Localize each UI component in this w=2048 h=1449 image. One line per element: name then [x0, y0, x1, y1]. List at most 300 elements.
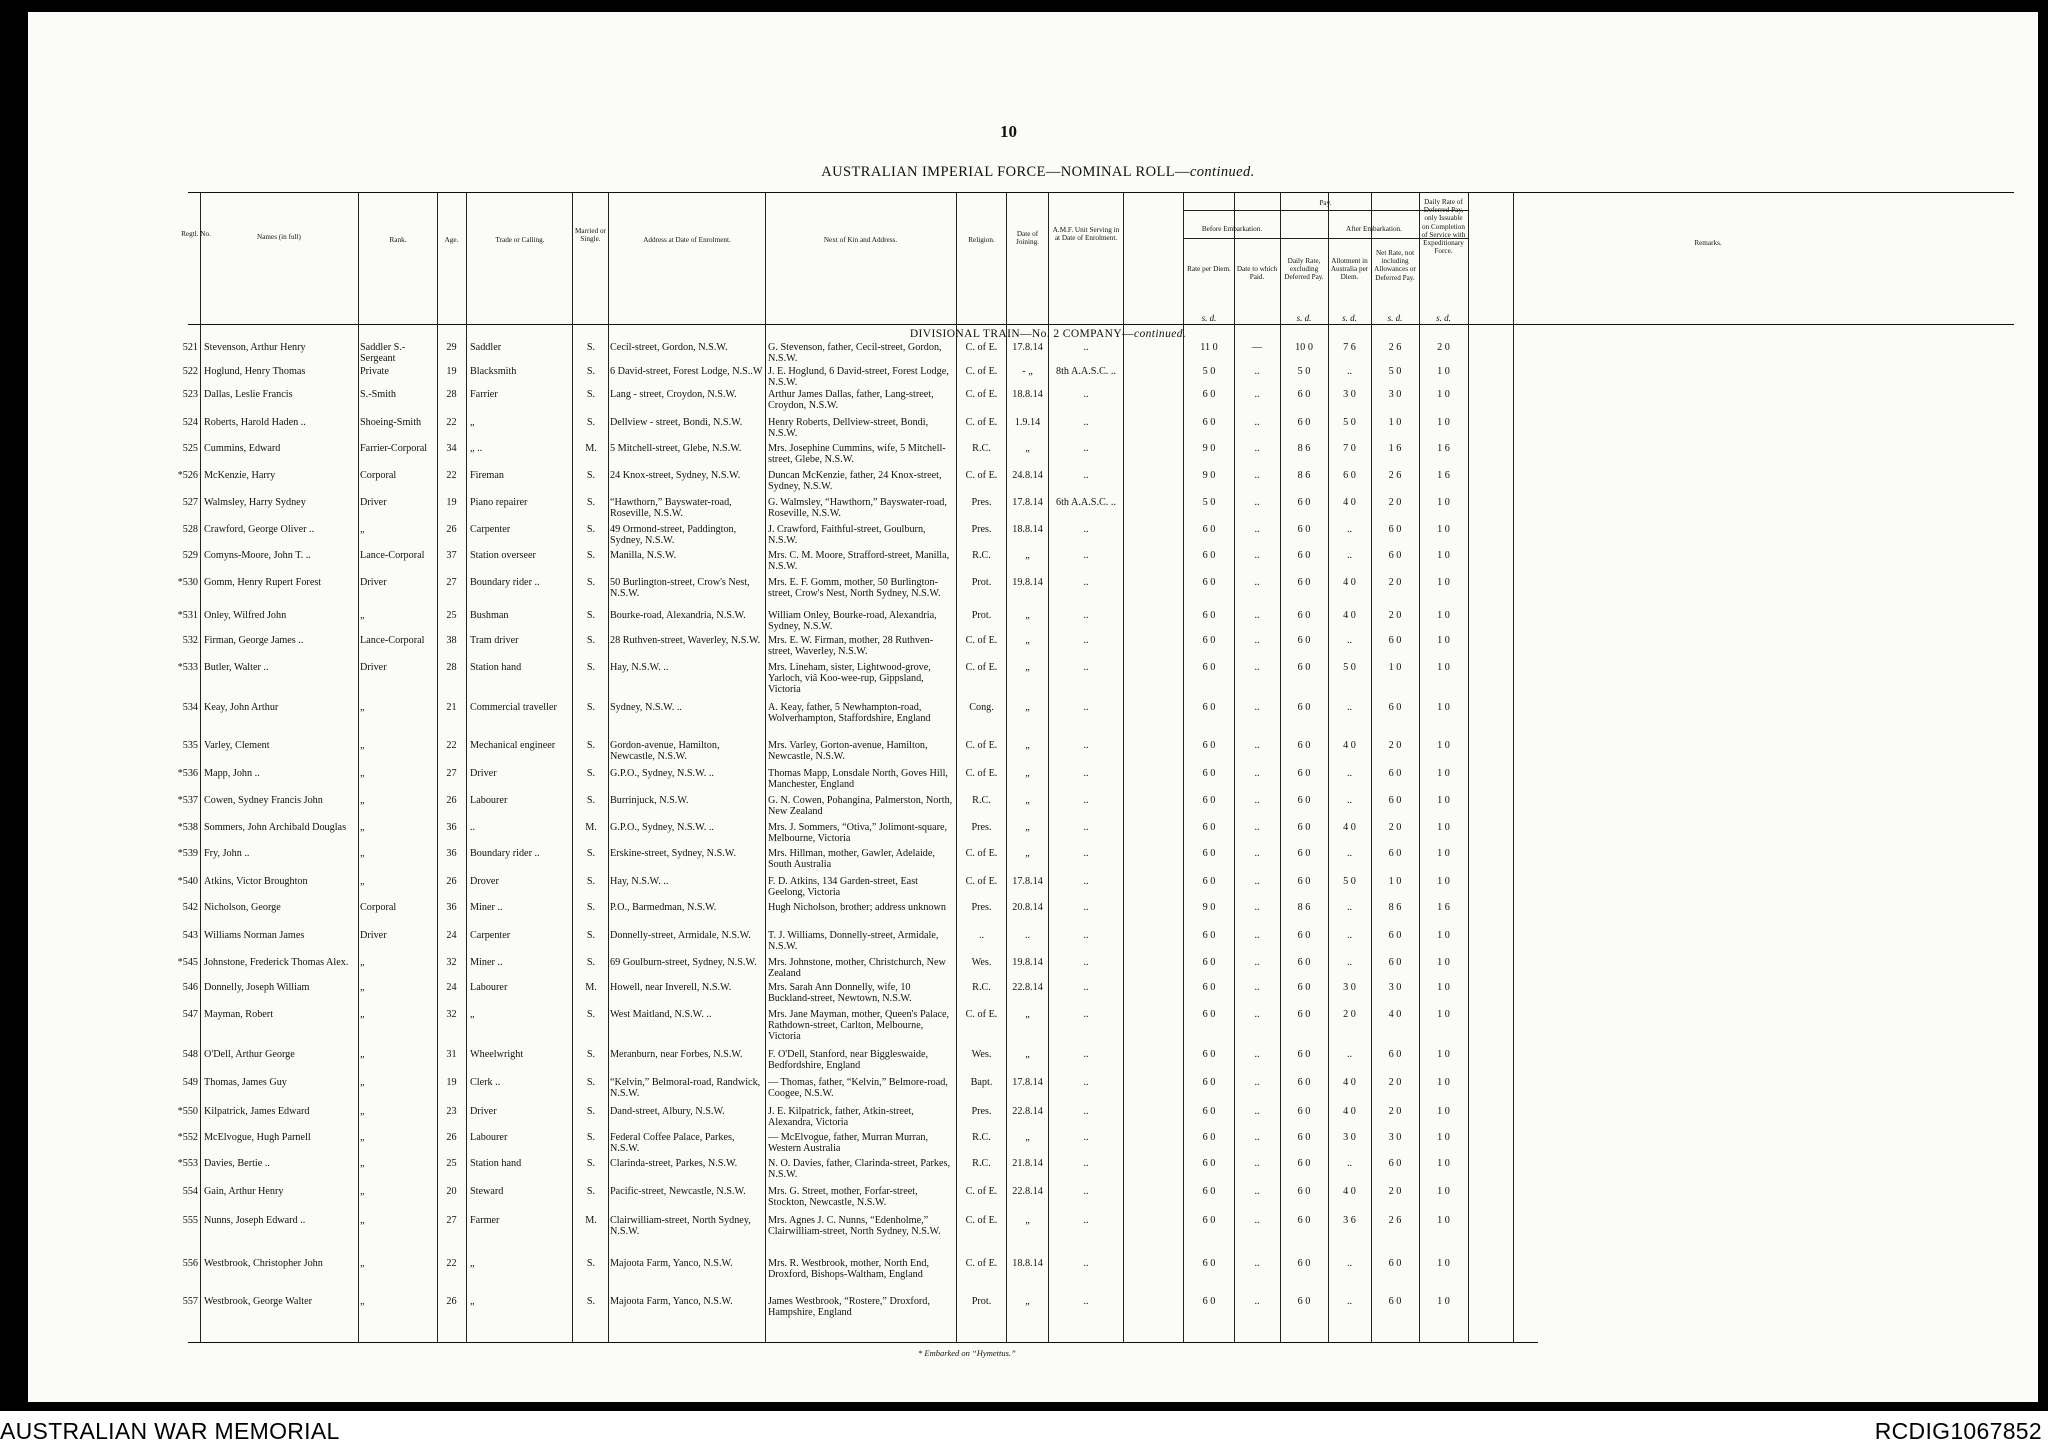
cell-ms: S. — [586, 389, 596, 400]
cell-daily: 6 0 — [1297, 550, 1311, 561]
cell-paid: .. — [1254, 443, 1260, 454]
cell-paid: .. — [1254, 1296, 1260, 1307]
cell-daily: 6 0 — [1297, 1296, 1311, 1307]
cell-allot: 5 0 — [1343, 876, 1356, 887]
cell-nok: Mrs. Hillman, mother, Gawler, Adelaide, South Australia — [768, 848, 935, 870]
cell-unit: .. — [1083, 848, 1089, 859]
cell-net: 3 0 — [1388, 982, 1402, 993]
cell-daily: 8 6 — [1297, 443, 1311, 454]
cell-no: 525 — [182, 443, 198, 454]
cell-allot: 4 0 — [1343, 577, 1356, 588]
cell-age: 28 — [446, 662, 457, 673]
cell-unit: .. — [1083, 822, 1089, 833]
cell-paid: .. — [1254, 768, 1260, 779]
cell-address: Clairwilliam-street, North Sydney, N.S.W. — [610, 1215, 751, 1237]
cell-age: 22 — [446, 417, 457, 428]
cell-date: „ — [1025, 1009, 1030, 1020]
table-row — [28, 525, 2038, 549]
cell-allot: 5 0 — [1343, 417, 1356, 428]
table-row — [28, 769, 2038, 793]
cell-rank: „ — [360, 524, 365, 535]
cell-unit: .. — [1083, 389, 1089, 400]
cell-net: 6 0 — [1388, 550, 1402, 561]
unit-label: s. d. — [1201, 313, 1217, 323]
cell-def: 1 0 — [1437, 848, 1450, 859]
table-row — [28, 1078, 2038, 1102]
col-header-daily-rate: Daily Rate, excluding Deferred Pay. — [1284, 257, 1324, 282]
cell-def: 1 0 — [1437, 740, 1450, 751]
cell-name: Williams Norman James — [204, 930, 305, 941]
cell-def: 1 0 — [1437, 957, 1450, 968]
cell-name: McElvogue, Hugh Parnell — [204, 1132, 311, 1143]
cell-age: 24 — [446, 982, 457, 993]
cell-nok: Mrs. R. Westbrook, mother, North End, Droxford, Bishops-Waltham, England — [768, 1258, 930, 1280]
cell-ms: S. — [586, 1077, 596, 1088]
cell-unit: .. — [1083, 1215, 1089, 1226]
title-suffix: continued. — [1189, 164, 1255, 180]
table-row — [28, 796, 2038, 820]
cell-no: 523 — [182, 389, 198, 400]
cell-trade: Bushman — [470, 610, 509, 621]
table-row — [28, 418, 2038, 442]
cell-daily: 6 0 — [1297, 662, 1311, 673]
cell-allot: 3 6 — [1343, 1215, 1356, 1226]
cell-trade: Labourer — [470, 1132, 508, 1143]
cell-daily: 6 0 — [1297, 982, 1311, 993]
cell-date: „ — [1025, 848, 1030, 859]
cell-date: „ — [1025, 550, 1030, 561]
cell-name: Westbrook, George Walter — [204, 1296, 313, 1307]
cell-name: Stevenson, Arthur Henry — [204, 342, 306, 353]
cell-net: 6 0 — [1388, 848, 1402, 859]
cell-allot: .. — [1346, 524, 1353, 535]
cell-rel: Pres. — [971, 497, 992, 508]
cell-rank: Farrier-Corporal — [360, 443, 428, 454]
cell-daily: 6 0 — [1297, 740, 1311, 751]
cell-rel: C. of E. — [965, 635, 998, 646]
col-header-pay: Pay. — [1319, 199, 1332, 207]
cell-net: 6 0 — [1388, 1049, 1402, 1060]
cell-rank: Driver — [360, 577, 387, 588]
cell-rank: „ — [360, 1106, 365, 1117]
cell-no: *553 — [177, 1158, 198, 1169]
cell-rate: 9 0 — [1202, 443, 1216, 454]
cell-def: 1 0 — [1437, 550, 1450, 561]
cell-date: 20.8.14 — [1012, 902, 1043, 913]
cell-nok: Mrs. G. Street, mother, Forfar-street, Stockton, Newcastle, N.S.W. — [768, 1186, 918, 1208]
cell-nok: Mrs. Lineham, sister, Lightwood-grove, Yarloch, viâ Koo-wee-rup, Gippsland, Victoria — [768, 662, 931, 695]
cell-allot: 4 0 — [1343, 1077, 1356, 1088]
cell-paid: .. — [1254, 957, 1260, 968]
cell-rel: C. of E. — [965, 1258, 998, 1269]
cell-rel: C. of E. — [965, 662, 998, 673]
cell-rank: „ — [360, 740, 365, 751]
table-row — [28, 903, 2038, 927]
cell-daily: 6 0 — [1297, 610, 1311, 621]
cell-rank: „ — [360, 1009, 365, 1020]
col-header-names: Names (in full) — [257, 233, 301, 241]
cell-def: 1 0 — [1437, 1077, 1450, 1088]
cell-address: P.O., Barmedman, N.S.W. — [610, 902, 717, 913]
cell-unit: .. — [1083, 1132, 1089, 1143]
cell-def: 1 0 — [1437, 822, 1450, 833]
table-row — [28, 1216, 2038, 1240]
cell-allot: .. — [1346, 902, 1353, 913]
cell-no: *537 — [177, 795, 198, 806]
cell-nok: F. D. Atkins, 134 Garden-street, East Geelong, Victoria — [768, 876, 918, 898]
cell-date: 18.8.14 — [1012, 524, 1043, 535]
table-row — [28, 636, 2038, 660]
cell-unit: .. — [1083, 417, 1089, 428]
cell-net: 3 0 — [1388, 1132, 1402, 1143]
cell-def: 1 0 — [1437, 795, 1450, 806]
cell-ms: S. — [586, 635, 596, 646]
cell-no: 521 — [182, 342, 198, 353]
cell-rate: 6 0 — [1202, 524, 1216, 535]
cell-rank: „ — [360, 876, 365, 887]
cell-rank: Private — [360, 366, 389, 377]
table-row — [28, 1009, 2038, 1042]
cell-paid: .. — [1254, 470, 1260, 481]
cell-unit: .. — [1083, 930, 1089, 941]
cell-def: 1 0 — [1437, 497, 1450, 508]
archive-name: AUSTRALIAN WAR MEMORIAL — [0, 1418, 340, 1444]
cell-rate: 9 0 — [1202, 470, 1216, 481]
cell-ms: S. — [586, 957, 596, 968]
cell-rel: R.C. — [972, 550, 991, 561]
document-title — [718, 164, 1358, 181]
cell-name: Davies, Bertie .. — [204, 1158, 270, 1169]
cell-address: Majoota Farm, Yanco, N.S.W. — [610, 1258, 733, 1269]
cell-allot: 4 0 — [1343, 1186, 1356, 1197]
cell-nok: Mrs. Sarah Ann Donnelly, wife, 10 Buckland-street, Newtown, N.S.W. — [768, 982, 912, 1004]
cell-rank: Lance-Corporal — [360, 550, 425, 561]
cell-allot: .. — [1346, 768, 1353, 779]
cell-age: 22 — [446, 470, 457, 481]
cell-nok: Mrs. C. M. Moore, Strafford-street, Manilla, N.S.W. — [768, 550, 950, 572]
cell-def: 1 0 — [1437, 366, 1450, 377]
cell-nok: T. J. Williams, Donnelly-street, Armidale, N.S.W. — [768, 930, 939, 952]
cell-paid: .. — [1254, 848, 1260, 859]
cell-age: 19 — [446, 497, 457, 508]
cell-name: Nunns, Joseph Edward .. — [204, 1215, 306, 1226]
cell-trade: Tram driver — [470, 635, 519, 646]
cell-no: *550 — [177, 1106, 198, 1117]
cell-date: „ — [1025, 795, 1030, 806]
cell-no: 549 — [182, 1077, 198, 1088]
cell-trade: Clerk .. — [470, 1077, 501, 1088]
cell-net: 2 0 — [1388, 1186, 1402, 1197]
cell-net: 6 0 — [1388, 702, 1402, 713]
cell-def: 1 0 — [1437, 1296, 1450, 1307]
cell-daily: 6 0 — [1297, 702, 1311, 713]
cell-rank: Shoeing-Smith — [360, 417, 422, 428]
cell-no: 524 — [182, 417, 198, 428]
cell-net: 8 6 — [1388, 902, 1402, 913]
cell-ms: S. — [586, 577, 596, 588]
cell-date: „ — [1025, 1296, 1030, 1307]
cell-unit: .. — [1083, 550, 1089, 561]
cell-ms: S. — [586, 876, 596, 887]
cell-allot: .. — [1346, 848, 1353, 859]
cell-rel: Bapt. — [970, 1077, 993, 1088]
cell-daily: 6 0 — [1297, 876, 1311, 887]
cell-daily: 6 0 — [1297, 1132, 1311, 1143]
cell-trade: Labourer — [470, 795, 508, 806]
cell-rel: C. of E. — [965, 366, 998, 377]
cell-daily: 6 0 — [1297, 795, 1311, 806]
cell-unit: .. — [1083, 470, 1089, 481]
cell-rate: 6 0 — [1202, 610, 1216, 621]
cell-def: 1 0 — [1437, 1186, 1450, 1197]
cell-daily: 5 0 — [1297, 366, 1311, 377]
cell-no: *540 — [177, 876, 198, 887]
cell-name: O'Dell, Arthur George — [204, 1049, 295, 1060]
table-row — [28, 703, 2038, 727]
cell-name: Sommers, John Archibald Douglas — [204, 822, 347, 833]
cell-rate: 6 0 — [1202, 635, 1216, 646]
cell-nok: G. Stevenson, father, Cecil-street, Gordon, N.S.W. — [768, 342, 942, 364]
cell-def: 1 0 — [1437, 610, 1450, 621]
cell-rank: „ — [360, 1296, 365, 1307]
cell-rank: „ — [360, 1132, 365, 1143]
cell-age: 38 — [446, 635, 457, 646]
cell-paid: .. — [1254, 662, 1260, 673]
col-header-religion: Religion. — [968, 236, 995, 244]
cell-date: 22.8.14 — [1012, 982, 1043, 993]
cell-name: McKenzie, Harry — [204, 470, 276, 481]
cell-address: 50 Burlington-street, Crow's Nest, N.S.W. — [610, 577, 750, 599]
cell-trade: Mechanical engineer — [470, 740, 556, 751]
cell-net: 1 0 — [1388, 876, 1402, 887]
table-row — [28, 823, 2038, 847]
cell-trade: Miner .. — [470, 957, 503, 968]
col-header-allotment: Allotment in Australia per Diem. — [1330, 257, 1369, 282]
cell-allot: .. — [1346, 1296, 1353, 1307]
cell-trade: Driver — [470, 768, 497, 779]
cell-paid: .. — [1254, 1106, 1260, 1117]
cell-no: 546 — [182, 982, 198, 993]
cell-paid: .. — [1254, 902, 1260, 913]
cell-paid: .. — [1254, 930, 1260, 941]
cell-no: 543 — [182, 930, 198, 941]
cell-daily: 6 0 — [1297, 1106, 1311, 1117]
cell-trade: Driver — [470, 1106, 497, 1117]
cell-unit: .. — [1083, 662, 1089, 673]
cell-trade: Miner .. — [470, 902, 503, 913]
cell-age: 34 — [446, 443, 457, 454]
cell-rank: „ — [360, 610, 365, 621]
cell-address: “Hawthorn,” Bayswater-road, Roseville, N.S.W. — [610, 497, 732, 519]
cell-net: 3 0 — [1388, 389, 1402, 400]
cell-address: 28 Ruthven-street, Waverley, N.S.W. — [610, 635, 761, 646]
cell-paid: .. — [1254, 740, 1260, 751]
cell-rate: 5 0 — [1202, 366, 1216, 377]
unit-label: s. d. — [1342, 313, 1357, 323]
cell-allot: 3 0 — [1343, 982, 1356, 993]
cell-name: Firman, George James .. — [204, 635, 304, 646]
cell-paid: .. — [1254, 635, 1260, 646]
cell-rate: 6 0 — [1202, 1106, 1216, 1117]
cell-rank: „ — [360, 1215, 365, 1226]
cell-trade: Labourer — [470, 982, 508, 993]
cell-ms: M. — [585, 822, 597, 833]
cell-rate: 6 0 — [1202, 1186, 1216, 1197]
cell-ms: S. — [586, 1296, 596, 1307]
cell-name: Fry, John .. — [204, 848, 250, 859]
cell-address: Cecil-street, Gordon, N.S.W. — [610, 342, 728, 353]
cell-paid: .. — [1254, 1009, 1260, 1020]
cell-name: Hoglund, Henry Thomas — [204, 366, 306, 377]
cell-no: 542 — [182, 902, 198, 913]
cell-ms: S. — [586, 470, 596, 481]
cell-nok: James Westbrook, “Rostere,” Droxford, Hampshire, England — [768, 1296, 930, 1318]
cell-address: Majoota Farm, Yanco, N.S.W. — [610, 1296, 733, 1307]
cell-unit: .. — [1083, 577, 1089, 588]
cell-rel: Cong. — [969, 702, 994, 713]
cell-rate: 6 0 — [1202, 982, 1216, 993]
cell-paid: .. — [1254, 1215, 1260, 1226]
cell-def: 1 0 — [1437, 1258, 1450, 1269]
cell-age: 22 — [446, 1258, 457, 1269]
cell-trade: Fireman — [470, 470, 504, 481]
cell-paid: .. — [1254, 524, 1260, 535]
table-row — [28, 444, 2038, 468]
cell-date: - „ — [1022, 366, 1033, 377]
cell-date: „ — [1025, 635, 1030, 646]
cell-nok: Mrs. J. Sommers, “Otiva,” Jolimont-square, Melbourne, Victoria — [768, 822, 948, 844]
cell-rank: „ — [360, 822, 365, 833]
cell-nok: J. E. Hoglund, 6 David-street, Forest Lodge, N.S.W. — [768, 366, 949, 388]
cell-rate: 6 0 — [1202, 957, 1216, 968]
cell-daily: 6 0 — [1297, 1158, 1311, 1169]
cell-net: 2 0 — [1388, 822, 1402, 833]
cell-rank: Corporal — [360, 902, 397, 913]
cell-ms: S. — [586, 1258, 596, 1269]
cell-daily: 6 0 — [1297, 1077, 1311, 1088]
cell-net: 2 0 — [1388, 610, 1402, 621]
cell-name: Butler, Walter .. — [204, 662, 269, 673]
cell-rel: C. of E. — [965, 768, 998, 779]
cell-trade: Carpenter — [470, 524, 511, 535]
cell-def: 1 0 — [1437, 524, 1450, 535]
cell-allot: 5 0 — [1343, 662, 1356, 673]
unit-label: s. d. — [1387, 313, 1403, 323]
cell-date: „ — [1025, 662, 1030, 673]
cell-allot: .. — [1346, 366, 1353, 377]
cell-date: „ — [1025, 1132, 1030, 1143]
cell-unit: .. — [1083, 768, 1089, 779]
cell-rate: 5 0 — [1202, 497, 1216, 508]
archive-footer — [0, 1411, 2048, 1449]
cell-daily: 6 0 — [1297, 1215, 1311, 1226]
col-header-deferred-pay: Daily Rate of Deferred Pay, only Issuable on Completion of Service with Expeditionary Force. — [1421, 198, 1466, 256]
cell-ms: S. — [586, 610, 596, 621]
cell-rate: 6 0 — [1202, 930, 1216, 941]
cell-rel: .. — [978, 930, 985, 941]
cell-name: Gain, Arthur Henry — [204, 1186, 284, 1197]
cell-daily: 6 0 — [1297, 417, 1311, 428]
cell-unit: .. — [1083, 982, 1089, 993]
unit-label: s. d. — [1296, 313, 1312, 323]
cell-unit: 8th A.A.S.C. .. — [1055, 366, 1116, 377]
cell-no: *530 — [177, 577, 198, 588]
col-header-rank: Rank. — [389, 236, 407, 244]
cell-no: *538 — [177, 822, 198, 833]
cell-date: „ — [1025, 443, 1030, 454]
cell-age: 27 — [446, 768, 457, 779]
cell-rel: C. of E. — [965, 1009, 998, 1020]
col-header-address: Address at Date of Enrolment. — [643, 236, 731, 244]
cell-paid: .. — [1254, 389, 1260, 400]
cell-no: 528 — [182, 524, 198, 535]
cell-nok: — McElvogue, father, Murran Murran, Western Australia — [768, 1132, 928, 1154]
cell-ms: S. — [586, 342, 596, 353]
cell-net: 6 0 — [1388, 930, 1402, 941]
cell-rel: R.C. — [972, 982, 991, 993]
cell-rel: C. of E. — [965, 470, 998, 481]
cell-allot: .. — [1346, 1258, 1353, 1269]
cell-address: Burrinjuck, N.S.W. — [610, 795, 689, 806]
cell-unit: .. — [1083, 902, 1089, 913]
cell-net: 1 6 — [1388, 443, 1402, 454]
cell-rate: 11 0 — [1200, 342, 1218, 353]
cell-unit: .. — [1083, 1258, 1089, 1269]
cell-unit: .. — [1083, 876, 1089, 887]
cell-net: 6 0 — [1388, 524, 1402, 535]
cell-paid: .. — [1254, 1258, 1260, 1269]
cell-name: Dallas, Leslie Francis — [204, 389, 293, 400]
cell-daily: 10 0 — [1295, 342, 1313, 353]
cell-trade: Blacksmith — [470, 366, 517, 377]
cell-nok: G. Walmsley, “Hawthorn,” Bayswater-road, Roseville, N.S.W. — [768, 497, 947, 519]
cell-nok: Mrs. Josephine Cummins, wife, 5 Mitchell-street, Glebe, N.S.W. — [768, 443, 946, 465]
cell-nok: A. Keay, father, 5 Newhampton-road, Wolverhampton, Staffordshire, England — [768, 702, 931, 724]
cell-age: 24 — [446, 930, 457, 941]
cell-unit: .. — [1083, 524, 1089, 535]
cell-rank: „ — [360, 1186, 365, 1197]
cell-def: 1 0 — [1437, 662, 1450, 673]
cell-def: 1 0 — [1437, 1009, 1450, 1020]
cell-nok: Mrs. E. F. Gomm, mother, 50 Burlington-street, Crow's Nest, North Sydney, N.S.W. — [768, 577, 941, 599]
cell-def: 1 0 — [1437, 577, 1450, 588]
cell-age: 19 — [446, 1077, 457, 1088]
cell-ms: S. — [586, 1049, 596, 1060]
cell-address: 24 Knox-street, Sydney, N.S.W. — [610, 470, 741, 481]
cell-ms: S. — [586, 795, 596, 806]
cell-rate: 6 0 — [1202, 848, 1216, 859]
table-row — [28, 578, 2038, 602]
cell-rate: 9 0 — [1202, 902, 1216, 913]
footnote: * Embarked on “Hymettus.” — [918, 1348, 1016, 1358]
cell-name: Atkins, Victor Broughton — [204, 876, 308, 887]
cell-net: 6 0 — [1388, 957, 1402, 968]
cell-rank: „ — [360, 795, 365, 806]
cell-no: *531 — [177, 610, 198, 621]
table-row — [28, 741, 2038, 765]
cell-address: Clarinda-street, Parkes, N.S.W. — [610, 1158, 738, 1169]
cell-allot: 2 0 — [1343, 1009, 1356, 1020]
cell-rate: 6 0 — [1202, 876, 1216, 887]
cell-allot: 7 6 — [1343, 342, 1356, 353]
cell-allot: 7 0 — [1343, 443, 1356, 454]
cell-allot: 3 0 — [1343, 389, 1356, 400]
cell-rel: Wes. — [971, 957, 992, 968]
cell-name: Donnelly, Joseph William — [204, 982, 310, 993]
cell-address: Federal Coffee Palace, Parkes, N.S.W. — [610, 1132, 735, 1154]
cell-address: Hay, N.S.W. .. — [610, 876, 669, 887]
table-row — [28, 877, 2038, 901]
